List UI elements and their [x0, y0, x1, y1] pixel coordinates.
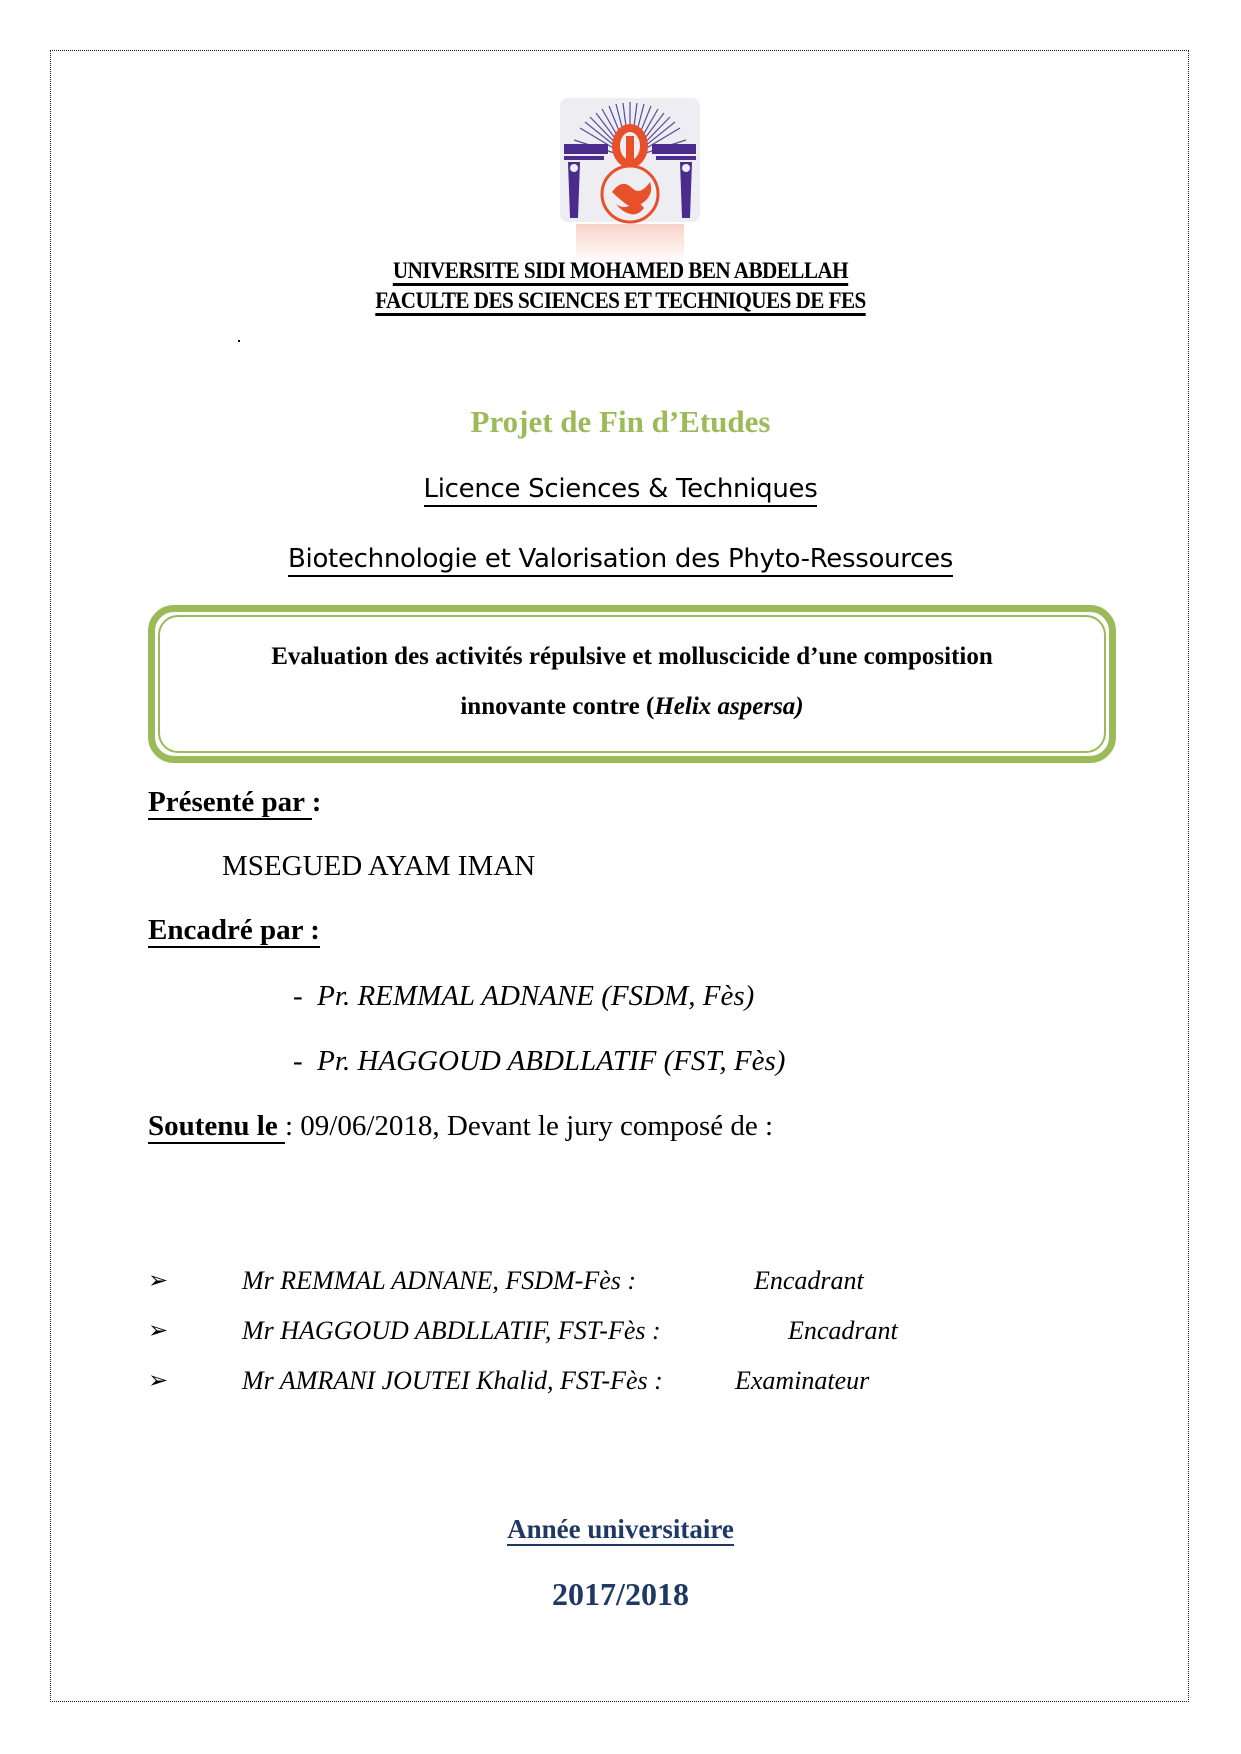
- student-name: MSEGUED AYAM IMAN: [222, 850, 536, 882]
- jury-member-role: Encadrant: [754, 1266, 864, 1295]
- arrow-bullet-icon: ➢: [148, 1368, 169, 1394]
- jury-member-name: Mr REMMAL ADNANE, FSDM-Fès :: [242, 1266, 637, 1295]
- defense-line: [148, 1110, 773, 1143]
- thesis-title-line-1: Evaluation des activités répulsive et molluscicide d’une composition: [271, 643, 993, 670]
- degree: Licence Sciences & Techniques: [0, 474, 1241, 504]
- defense-date-text: : 09/06/2018, Devant le jury composé de :: [284, 1110, 774, 1142]
- specialty: Biotechnologie et Valorisation des Phyto-Ressources: [0, 544, 1241, 574]
- faculty-name: FACULTE DES SCIENCES ET TECHNIQUES DE FES: [50, 288, 1192, 314]
- jury-member-role: Encadrant: [788, 1316, 898, 1345]
- academic-year-label: Année universitaire: [507, 1514, 734, 1544]
- presented-by-label: Présenté par :: [148, 786, 322, 818]
- document-type: Projet de Fin d’Etudes: [470, 404, 771, 439]
- thesis-title-line-2: innovante contre (Helix aspersa): [460, 693, 804, 720]
- stray-dot: [238, 340, 240, 342]
- thesis-title: [155, 632, 1109, 732]
- jury-member-name: Mr AMRANI JOUTEI Khalid, FST-Fès :: [242, 1366, 663, 1395]
- university-name: UNIVERSITE SIDI MOHAMED BEN ABDELLAH: [50, 258, 1192, 284]
- arrow-bullet-icon: ➢: [148, 1318, 169, 1344]
- academic-year: 2017/2018: [552, 1576, 689, 1612]
- jury-member: [148, 1366, 1048, 1406]
- supervised-by-label: Encadré par :: [148, 914, 320, 946]
- jury-member-name: Mr HAGGOUD ABDLLATIF, FST-Fès :: [242, 1316, 661, 1345]
- jury-member-role: Examinateur: [735, 1366, 870, 1395]
- thesis-title-box: [148, 605, 1116, 763]
- jury-member: [148, 1266, 1048, 1306]
- supervisor-item: - Pr. HAGGOUD ABDLLATIF (FST, Fès): [293, 1045, 786, 1077]
- supervisor-item: - Pr. REMMAL ADNANE (FSDM, Fès): [293, 980, 755, 1012]
- defense-label: Soutenu le: [148, 1110, 285, 1142]
- university-crest-icon: [556, 96, 704, 266]
- jury-member: [148, 1316, 1048, 1356]
- arrow-bullet-icon: ➢: [148, 1268, 169, 1294]
- species-name: Helix aspersa): [654, 693, 804, 720]
